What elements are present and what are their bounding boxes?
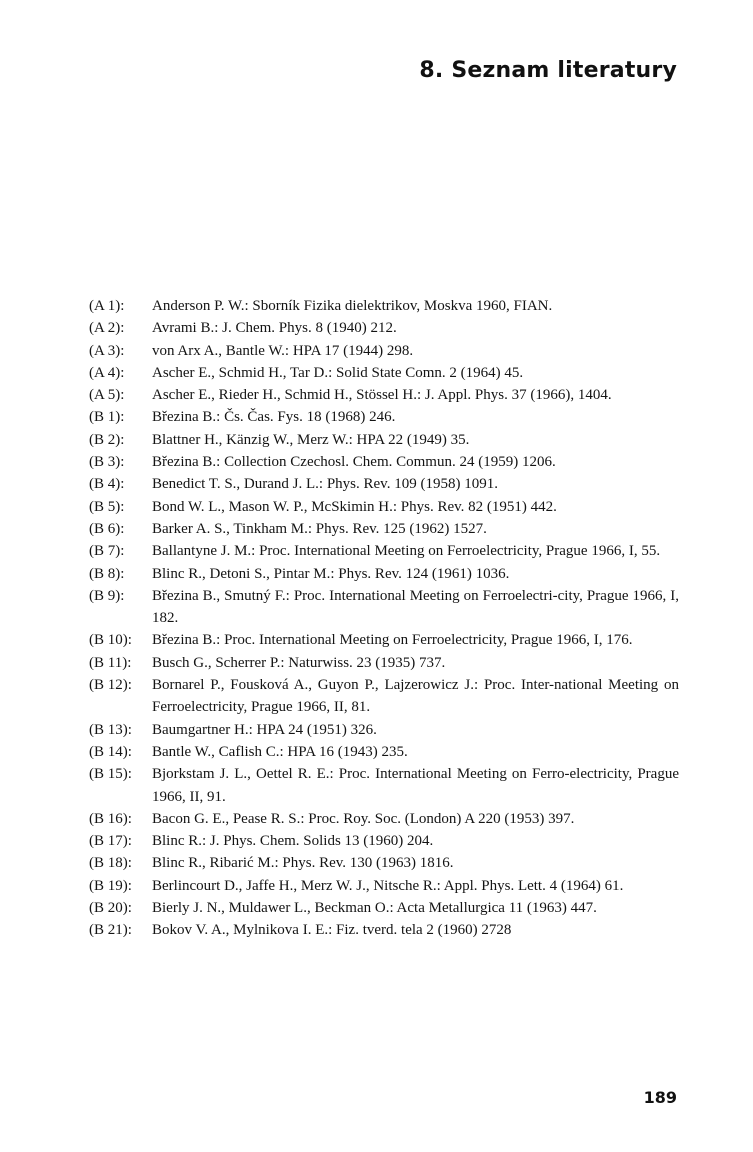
reference-item [89, 830, 679, 852]
reference-id: (B 17): [89, 833, 132, 850]
reference-item [89, 362, 679, 384]
reference-id: (A 5): [89, 387, 125, 404]
reference-text: Berlincourt D., Jaffe H., Merz W. J., Nitsche R.: Appl. Phys. Lett. 4 (1964) 61. [152, 877, 624, 894]
reference-id: (A 2): [89, 320, 125, 337]
reference-item [89, 295, 679, 317]
reference-text: Avrami B.: J. Chem. Phys. 8 (1940) 212. [152, 320, 397, 337]
reference-id: (B 13): [89, 721, 132, 738]
reference-text: Březina B., Smutný F.: Proc. International Meeting on Ferroelectri-city, Prague 1966, I, 182. [152, 587, 679, 627]
reference-text: Bjorkstam J. L., Oettel R. E.: Proc. International Meeting on Ferro-electricity, Prague 1966, II, 91. [152, 766, 679, 805]
reference-list [89, 295, 679, 942]
reference-text: Blattner H., Känzig W., Merz W.: HPA 22 (1949) 35. [152, 431, 470, 448]
reference-text: Blinc R., Detoni S., Pintar M.: Phys. Rev. 124 (1961) 1036. [152, 565, 510, 582]
reference-text: Březina B.: Proc. International Meeting on Ferroelectricity, Prague 1966, I, 176. [152, 632, 633, 649]
reference-item [89, 429, 679, 451]
reference-id: (B 19): [89, 877, 132, 894]
reference-item [89, 674, 679, 719]
reference-text: Bierly J. N., Muldawer L., Beckman O.: Acta Metallurgica 11 (1963) 447. [152, 900, 597, 917]
reference-text: Ballantyne J. M.: Proc. International Meeting on Ferroelectricity, Prague 1966, I, 55. [152, 543, 661, 560]
reference-item [89, 852, 679, 874]
reference-text: Bornarel P., Fousková A., Guyon P., Lajzerowicz J.: Proc. Inter-national Meeting on Ferroelectricity, Prague 1966, II, 81. [152, 677, 679, 716]
reference-id: (B 15): [89, 766, 132, 783]
reference-id: (A 4): [89, 364, 125, 381]
reference-id: (B 20): [89, 900, 132, 917]
reference-text: Barker A. S., Tinkham M.: Phys. Rev. 125 (1962) 1527. [152, 520, 487, 537]
reference-text: Bacon G. E., Pease R. S.: Proc. Roy. Soc. (London) A 220 (1953) 397. [152, 810, 575, 827]
reference-text: Březina B.: Čs. Čas. Fys. 18 (1968) 246. [152, 409, 396, 426]
reference-item [89, 741, 679, 763]
reference-text: Busch G., Scherrer P.: Naturwiss. 23 (1935) 737. [152, 654, 446, 671]
reference-item [89, 629, 679, 651]
reference-text: Bokov V. A., Mylnikova I. E.: Fiz. tverd. tela 2 (1960) 2728 [152, 922, 512, 939]
reference-id: (B 16): [89, 810, 132, 827]
reference-id: (B 5): [89, 498, 125, 515]
reference-id: (B 10): [89, 632, 132, 649]
reference-item [89, 897, 679, 919]
reference-item [89, 473, 679, 495]
reference-item [89, 451, 679, 473]
reference-id: (B 8): [89, 565, 125, 582]
reference-id: (B 14): [89, 743, 132, 760]
reference-item [89, 340, 679, 362]
reference-text: Benedict T. S., Durand J. L.: Phys. Rev. 109 (1958) 1091. [152, 476, 498, 493]
reference-text: Blinc R., Ribarić M.: Phys. Rev. 130 (1963) 1816. [152, 855, 454, 872]
reference-item [89, 518, 679, 540]
reference-id: (B 9): [89, 587, 125, 604]
reference-item [89, 919, 679, 941]
reference-id: (B 1): [89, 409, 125, 426]
reference-item [89, 406, 679, 428]
reference-id: (A 1): [89, 298, 125, 314]
reference-item [89, 563, 679, 585]
reference-item [89, 763, 679, 808]
reference-text: Blinc R.: J. Phys. Chem. Solids 13 (1960) 204. [152, 833, 434, 850]
reference-item [89, 808, 679, 830]
reference-item [89, 875, 679, 897]
reference-id: (B 3): [89, 454, 125, 471]
page-title: 8. Seznam literatury [419, 58, 677, 83]
reference-id: (B 2): [89, 431, 125, 448]
reference-text: Březina B.: Collection Czechosl. Chem. Commun. 24 (1959) 1206. [152, 454, 556, 471]
reference-id: (B 12): [89, 677, 132, 694]
reference-text: Ascher E., Rieder H., Schmid H., Stössel H.: J. Appl. Phys. 37 (1966), 1404. [152, 387, 612, 404]
reference-text: Baumgartner H.: HPA 24 (1951) 326. [152, 721, 377, 738]
reference-item [89, 719, 679, 741]
reference-item [89, 585, 679, 630]
reference-id: (B 4): [89, 476, 125, 493]
reference-item [89, 540, 679, 562]
reference-text: Ascher E., Schmid H., Tar D.: Solid State Comn. 2 (1964) 45. [152, 364, 524, 381]
reference-item [89, 652, 679, 674]
reference-item [89, 317, 679, 339]
reference-id: (B 18): [89, 855, 132, 872]
reference-id: (B 21): [89, 922, 132, 939]
reference-text: Bantle W., Caflish C.: HPA 16 (1943) 235. [152, 743, 408, 760]
reference-text: Anderson P. W.: Sborník Fizika dielektrikov, Moskva 1960, FIAN. [152, 298, 553, 314]
reference-id: (B 7): [89, 543, 125, 560]
reference-id: (B 6): [89, 520, 125, 537]
reference-id: (A 3): [89, 342, 125, 359]
page-number: 189 [643, 1088, 677, 1107]
reference-text: von Arx A., Bantle W.: HPA 17 (1944) 298. [152, 342, 414, 359]
reference-text: Bond W. L., Mason W. P., McSkimin H.: Phys. Rev. 82 (1951) 442. [152, 498, 557, 515]
reference-id: (B 11): [89, 654, 132, 671]
reference-item [89, 496, 679, 518]
reference-item [89, 384, 679, 406]
